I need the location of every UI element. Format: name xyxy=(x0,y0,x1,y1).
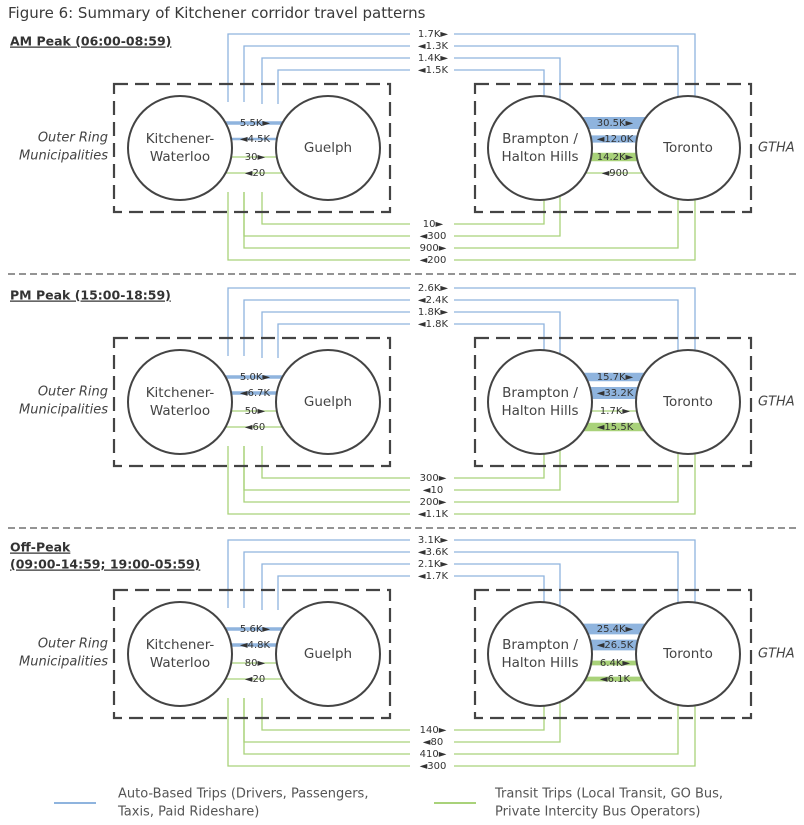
kitchener-waterloo-node-label: Waterloo xyxy=(149,403,211,419)
bottom-flow-line xyxy=(262,446,544,478)
guelph-node-label: Guelph xyxy=(303,140,353,156)
legend-auto-label: Taxis, Paid Rideshare) xyxy=(118,804,260,820)
kg-flow-label: 5.5K► xyxy=(239,118,271,129)
bottom-flow-line xyxy=(262,192,544,224)
kitchener-waterloo-node-label: Kitchener- xyxy=(145,385,215,401)
kg-flow-label: ◄4.5K xyxy=(239,134,271,145)
gtha-label: GTHA xyxy=(758,140,795,156)
top-flow-label: ◄3.6K xyxy=(417,547,449,558)
outer-ring-label: Outer Ring xyxy=(37,130,108,146)
bottom-flow-line xyxy=(244,192,678,248)
brampton-halton-hills-node-label: Halton Hills xyxy=(501,403,579,419)
brampton-halton-hills-node-label: Halton Hills xyxy=(501,655,579,671)
top-flow-label: 1.7K► xyxy=(417,29,449,40)
bottom-flow-label: ◄200 xyxy=(419,255,447,266)
bottom-flow-label: 900► xyxy=(419,243,447,254)
gtha-label: GTHA xyxy=(758,646,795,662)
bottom-flow-label: 410► xyxy=(419,749,447,760)
gtha-label: GTHA xyxy=(758,394,795,410)
bottom-flow-label: 300► xyxy=(419,473,447,484)
top-flow-line xyxy=(244,300,678,356)
outer-ring-label: Municipalities xyxy=(19,654,108,670)
bt-flow-label: 25.4K► xyxy=(596,624,634,635)
legend-auto-label: Auto-Based Trips (Drivers, Passengers, xyxy=(118,786,369,802)
bt-flow-label: 6.4K► xyxy=(599,658,631,669)
kg-flow-label: 5.0K► xyxy=(239,372,271,383)
bottom-flow-line xyxy=(244,192,560,236)
kitchener-waterloo-node xyxy=(128,602,232,706)
top-flow-line xyxy=(228,540,695,608)
outer-ring-label: Outer Ring xyxy=(37,384,108,400)
bottom-flow-label: ◄80 xyxy=(422,737,444,748)
bottom-flow-line xyxy=(262,698,544,730)
legend-transit-label: Transit Trips (Local Transit, GO Bus, xyxy=(495,786,724,802)
bottom-flow-label: 200► xyxy=(419,497,447,508)
top-flow-label: ◄1.5K xyxy=(417,65,449,76)
kg-flow-label: 5.6K► xyxy=(239,624,271,635)
bt-flow-label: ◄12.0K xyxy=(596,134,634,145)
bottom-flow-label: ◄1.1K xyxy=(417,509,449,520)
kg-flow-label: ◄4.8K xyxy=(239,640,271,651)
bottom-flow-label: ◄10 xyxy=(422,485,444,496)
brampton-halton-hills-node-label: Brampton / xyxy=(502,385,578,401)
kg-flow-label: 80► xyxy=(244,658,266,669)
top-flow-label: 3.1K► xyxy=(417,535,449,546)
top-flow-line xyxy=(244,46,678,102)
bt-flow-label: ◄6.1K xyxy=(599,674,631,685)
bottom-flow-line xyxy=(228,698,695,766)
bt-flow-label: ◄26.5K xyxy=(596,640,634,651)
kitchener-waterloo-node-label: Kitchener- xyxy=(145,637,215,653)
bt-flow-label: ◄33.2K xyxy=(596,388,634,399)
panel-title: Off-Peak xyxy=(10,539,71,555)
top-flow-line xyxy=(244,552,678,608)
bt-flow-label: 1.7K► xyxy=(599,406,631,417)
outer-ring-label: Outer Ring xyxy=(37,636,108,652)
toronto-node-label: Toronto xyxy=(663,394,713,410)
panel-title: PM Peak (15:00-18:59) xyxy=(10,287,171,303)
top-flow-label: 2.1K► xyxy=(417,559,449,570)
bottom-flow-label: ◄300 xyxy=(419,761,447,772)
kg-flow-label: ◄20 xyxy=(244,168,266,179)
bottom-flow-line xyxy=(244,446,560,490)
panel-title: (09:00-14:59; 19:00-05:59) xyxy=(10,556,201,572)
kg-flow-label: 50► xyxy=(244,406,266,417)
top-flow-line xyxy=(228,34,695,102)
kitchener-waterloo-node xyxy=(128,96,232,200)
kg-flow-label: ◄60 xyxy=(244,422,266,433)
top-flow-line xyxy=(228,288,695,356)
brampton-halton-hills-node xyxy=(488,350,592,454)
bottom-flow-line xyxy=(244,698,678,754)
bottom-flow-line xyxy=(228,446,695,514)
legend xyxy=(54,787,723,820)
outer-ring-label: Municipalities xyxy=(19,148,108,164)
kitchener-waterloo-node-label: Waterloo xyxy=(149,149,211,165)
kg-flow-label: 30► xyxy=(244,152,266,163)
bottom-flow-label: ◄300 xyxy=(419,231,447,242)
bt-flow-label: 15.7K► xyxy=(596,372,634,383)
panel-title: AM Peak (06:00-08:59) xyxy=(10,33,172,49)
bt-flow-label: ◄900 xyxy=(601,168,629,179)
top-flow-label: ◄1.7K xyxy=(417,571,449,582)
toronto-node-label: Toronto xyxy=(663,646,713,662)
bt-flow-label: ◄15.5K xyxy=(596,422,634,433)
brampton-halton-hills-node-label: Brampton / xyxy=(502,131,578,147)
kitchener-waterloo-node xyxy=(128,350,232,454)
bt-flow-label: 30.5K► xyxy=(596,118,634,129)
brampton-halton-hills-node xyxy=(488,602,592,706)
top-flow-label: 1.8K► xyxy=(417,307,449,318)
bt-flow-label: 14.2K► xyxy=(596,152,634,163)
brampton-halton-hills-node xyxy=(488,96,592,200)
kg-flow-label: ◄6.7K xyxy=(239,388,271,399)
brampton-halton-hills-node-label: Brampton / xyxy=(502,637,578,653)
bottom-flow-line xyxy=(228,192,695,260)
figure-title: Figure 6: Summary of Kitchener corridor travel patterns xyxy=(8,4,426,22)
top-flow-label: 2.6K► xyxy=(417,283,449,294)
guelph-node-label: Guelph xyxy=(303,646,353,662)
bottom-flow-label: 140► xyxy=(419,725,447,736)
top-flow-label: ◄1.3K xyxy=(417,41,449,52)
bottom-flow-line xyxy=(244,446,678,502)
panel-0 xyxy=(10,28,795,266)
panel-1 xyxy=(10,282,795,520)
bottom-flow-label: 10► xyxy=(422,219,444,230)
top-flow-label: ◄1.8K xyxy=(417,319,449,330)
top-flow-label: ◄2.4K xyxy=(417,295,449,306)
toronto-node-label: Toronto xyxy=(663,140,713,156)
kitchener-waterloo-node-label: Kitchener- xyxy=(145,131,215,147)
guelph-node-label: Guelph xyxy=(303,394,353,410)
kg-flow-label: ◄20 xyxy=(244,674,266,685)
kitchener-waterloo-node-label: Waterloo xyxy=(149,655,211,671)
top-flow-label: 1.4K► xyxy=(417,53,449,64)
legend-transit-label: Private Intercity Bus Operators) xyxy=(495,804,701,820)
outer-ring-label: Municipalities xyxy=(19,402,108,418)
brampton-halton-hills-node-label: Halton Hills xyxy=(501,149,579,165)
panel-2 xyxy=(10,534,795,772)
bottom-flow-line xyxy=(244,698,560,742)
